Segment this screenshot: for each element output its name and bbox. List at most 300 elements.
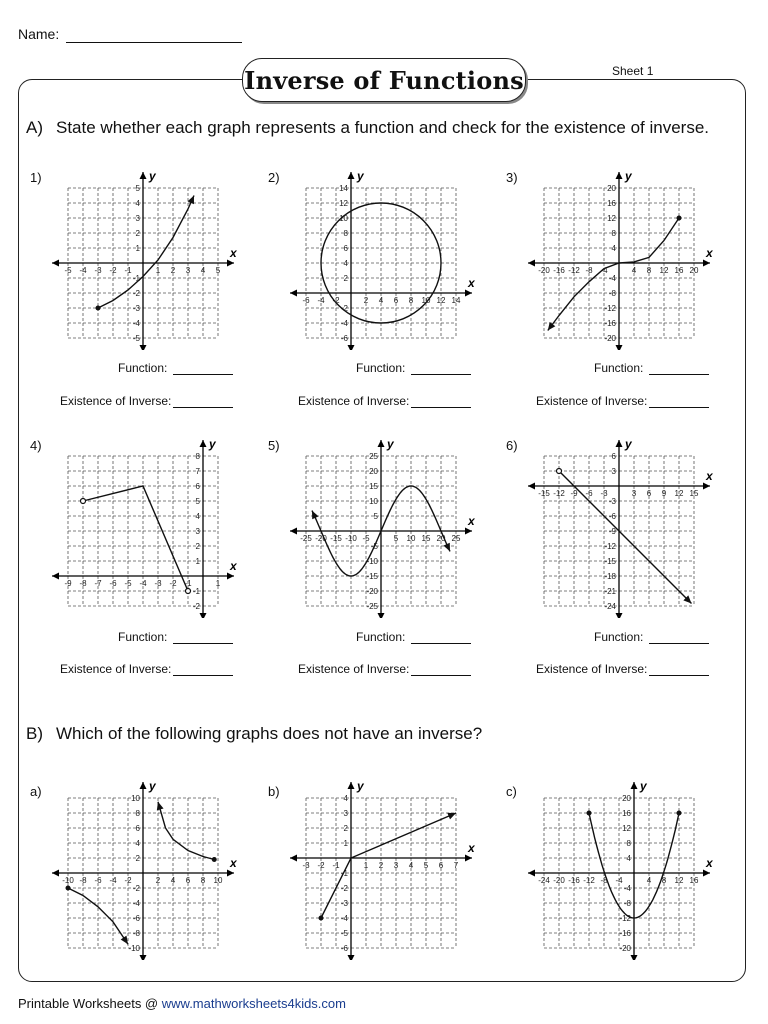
inverse-label: Existence of Inverse: (298, 394, 410, 408)
x-tick-label: -16 (568, 876, 580, 885)
y-tick-label: 2 (195, 542, 200, 551)
x-tick-label: -4 (600, 266, 608, 275)
axis-arrow (140, 172, 147, 179)
axis-arrow (616, 172, 623, 179)
x-tick-label: -2 (169, 579, 177, 588)
endpoint-dot (677, 216, 682, 221)
axis-arrow (227, 870, 234, 877)
question-number: 4) (30, 438, 42, 453)
x-tick-label: -12 (568, 266, 580, 275)
inverse-answer-line[interactable] (173, 675, 233, 676)
axis-arrow (140, 955, 147, 960)
x-tick-label: 20 (689, 266, 699, 275)
x-tick-label: 10 (213, 876, 223, 885)
y-axis-label: y (357, 779, 364, 793)
endpoint-open (81, 499, 86, 504)
endpoint-dot (212, 857, 217, 862)
x-tick-label: -1 (184, 579, 192, 588)
y-tick-label: 4 (626, 854, 631, 863)
y-tick-label: 10 (339, 214, 348, 223)
graph-5 (286, 436, 476, 618)
y-tick-label: 2 (343, 824, 348, 833)
y-tick-label: 16 (607, 199, 616, 208)
axis-arrow (52, 573, 59, 580)
y-tick-label: 5 (373, 512, 378, 521)
x-tick-label: -4 (317, 296, 325, 305)
x-tick-label: 1 (155, 266, 161, 275)
axis-arrow (465, 855, 472, 862)
y-tick-label: -12 (604, 542, 616, 551)
question-number: 5) (268, 438, 280, 453)
y-tick-label: 3 (343, 809, 348, 818)
x-tick-label: 8 (646, 266, 652, 275)
x-tick-label: 16 (689, 876, 699, 885)
y-tick-label: 20 (369, 467, 378, 476)
endpoint-dot (66, 886, 71, 891)
y-tick-label: -1 (132, 274, 140, 283)
x-tick-label: 7 (453, 861, 459, 870)
axis-arrow (200, 613, 207, 618)
axis-arrow (227, 573, 234, 580)
axis-arrow (140, 345, 147, 350)
curve-arrow (157, 802, 164, 811)
function-label: Function: (594, 361, 644, 375)
function-answer-line[interactable] (411, 643, 471, 644)
inverse-label: Existence of Inverse: (60, 662, 172, 676)
y-tick-label: 1 (135, 244, 140, 253)
x-tick-label: -8 (585, 266, 593, 275)
y-tick-label: -21 (604, 587, 616, 596)
y-tick-label: -24 (604, 602, 616, 611)
function-answer-line[interactable] (649, 643, 709, 644)
y-tick-label: 1 (195, 557, 200, 566)
y-axis-label: y (640, 779, 647, 793)
x-tick-label: -3 (94, 266, 102, 275)
y-tick-label: -20 (619, 944, 631, 953)
x-tick-label: -12 (583, 876, 595, 885)
x-tick-label: -1 (124, 266, 132, 275)
axis-arrow (616, 613, 623, 618)
section-b-text: Which of the following graphs does not have an inverse? (56, 724, 483, 743)
sheet-label: Sheet 1 (612, 64, 654, 78)
x-tick-label: 1 (215, 579, 221, 588)
y-axis-label: y (625, 169, 632, 183)
x-tick-label: 4 (200, 266, 206, 275)
y-tick-label: 10 (131, 794, 140, 803)
inverse-answer-line[interactable] (173, 407, 233, 408)
y-tick-label: -10 (128, 944, 140, 953)
x-tick-label: 4 (378, 296, 384, 305)
axis-arrow (465, 290, 472, 297)
y-axis-label: y (357, 169, 364, 183)
x-tick-label: -20 (538, 266, 550, 275)
function-curve (98, 196, 194, 309)
x-tick-label: -2 (332, 296, 340, 305)
x-tick-label: 15 (689, 489, 699, 498)
x-tick-label: -4 (139, 579, 147, 588)
y-tick-label: -3 (608, 497, 616, 506)
x-tick-label: -2 (124, 876, 132, 885)
y-tick-label: 15 (369, 482, 378, 491)
y-tick-label: 3 (611, 467, 616, 476)
x-tick-label: -16 (553, 266, 565, 275)
y-tick-label: 4 (135, 199, 140, 208)
x-tick-label: 8 (200, 876, 206, 885)
x-axis-label: x (468, 841, 475, 855)
x-tick-label: -4 (615, 876, 623, 885)
x-tick-label: 6 (185, 876, 191, 885)
y-tick-label: 20 (622, 794, 631, 803)
y-tick-label: 6 (343, 244, 348, 253)
y-tick-label: -16 (619, 929, 631, 938)
axis-arrow (378, 440, 385, 447)
y-axis-label: y (149, 169, 156, 183)
axis-arrow (616, 440, 623, 447)
y-tick-label: -8 (608, 289, 616, 298)
x-tick-label: 4 (170, 876, 176, 885)
x-tick-label: -3 (600, 489, 608, 498)
y-tick-label: 8 (611, 229, 616, 238)
function-curve (83, 486, 188, 591)
x-tick-label: 25 (451, 534, 461, 543)
y-tick-label: 3 (135, 214, 140, 223)
graph-6 (524, 436, 714, 618)
endpoint-dot (319, 916, 324, 921)
axis-arrow (378, 613, 385, 618)
y-tick-label: -20 (366, 587, 378, 596)
y-tick-label: -2 (340, 884, 348, 893)
inverse-label: Existence of Inverse: (60, 394, 172, 408)
x-tick-label: 4 (646, 876, 652, 885)
x-axis-label: x (230, 559, 237, 573)
x-tick-label: 14 (451, 296, 461, 305)
x-tick-label: -15 (538, 489, 550, 498)
y-tick-label: -4 (340, 914, 348, 923)
y-tick-label: -16 (604, 319, 616, 328)
x-tick-label: -6 (109, 579, 117, 588)
x-tick-label: -6 (585, 489, 593, 498)
x-axis-label: x (706, 856, 713, 870)
question-number: a) (30, 784, 42, 799)
axis-arrow (140, 782, 147, 789)
x-tick-label: -1 (332, 861, 340, 870)
x-tick-label: 2 (155, 876, 161, 885)
inverse-answer-line[interactable] (411, 675, 471, 676)
y-tick-label: 16 (622, 809, 631, 818)
y-tick-label: 10 (369, 497, 378, 506)
y-tick-label: -6 (340, 334, 348, 343)
graph-a (48, 778, 238, 960)
x-tick-label: -15 (330, 534, 342, 543)
y-tick-label: 8 (135, 809, 140, 818)
y-tick-label: -2 (192, 602, 200, 611)
axis-arrow (703, 483, 710, 490)
x-tick-label: 16 (674, 266, 684, 275)
graph-3 (524, 168, 714, 350)
x-tick-label: 15 (421, 534, 431, 543)
y-axis-label: y (149, 779, 156, 793)
x-tick-label: 8 (408, 296, 414, 305)
y-tick-label: -2 (340, 304, 348, 313)
x-axis-label: x (468, 514, 475, 528)
x-tick-label: 3 (631, 489, 637, 498)
footer (18, 996, 346, 1011)
x-tick-label: -25 (300, 534, 312, 543)
y-tick-label: -3 (340, 899, 348, 908)
y-tick-label: 4 (135, 839, 140, 848)
x-axis-label: x (706, 246, 713, 260)
axis-arrow (290, 290, 297, 297)
y-tick-label: -1 (340, 869, 348, 878)
x-tick-label: -4 (109, 876, 117, 885)
x-axis-label: x (230, 856, 237, 870)
function-answer-line[interactable] (173, 374, 233, 375)
y-tick-label: -5 (370, 542, 378, 551)
x-tick-label: -8 (79, 876, 87, 885)
x-axis-label: x (706, 469, 713, 483)
y-tick-label: 4 (343, 259, 348, 268)
axis-arrow (200, 440, 207, 447)
y-tick-label: -12 (604, 304, 616, 313)
y-tick-label: 8 (343, 229, 348, 238)
y-tick-label: 2 (343, 274, 348, 283)
inverse-answer-line[interactable] (649, 407, 709, 408)
endpoint-dot (677, 811, 682, 816)
axis-arrow (52, 260, 59, 267)
endpoint-dot (96, 306, 101, 311)
y-tick-label: -2 (132, 289, 140, 298)
question-number: 3) (506, 170, 518, 185)
question-number: c) (506, 784, 517, 799)
y-tick-label: -20 (604, 334, 616, 343)
axis-arrow (348, 955, 355, 960)
y-tick-label: -4 (623, 884, 631, 893)
axis-arrow (290, 855, 297, 862)
y-tick-label: -8 (132, 929, 140, 938)
x-tick-label: 6 (393, 296, 399, 305)
x-tick-label: 9 (661, 489, 667, 498)
x-tick-label: -8 (79, 579, 87, 588)
y-tick-label: 2 (135, 854, 140, 863)
endpoint-dot (587, 811, 592, 816)
x-tick-label: -9 (570, 489, 578, 498)
function-answer-line[interactable] (411, 374, 471, 375)
x-tick-label: 4 (631, 266, 637, 275)
y-tick-label: 4 (611, 244, 616, 253)
y-tick-label: 20 (607, 184, 616, 193)
axis-arrow (631, 782, 638, 789)
function-label: Function: (594, 630, 644, 644)
axis-arrow (528, 870, 535, 877)
inverse-label: Existence of Inverse: (536, 662, 648, 676)
inverse-label: Existence of Inverse: (536, 394, 648, 408)
x-tick-label: -6 (302, 296, 310, 305)
x-tick-label: 5 (215, 266, 221, 275)
axis-arrow (290, 528, 297, 535)
x-tick-label: -3 (302, 861, 310, 870)
name-label: Name: (18, 26, 60, 42)
x-tick-label: -5 (64, 266, 72, 275)
axis-arrow (227, 260, 234, 267)
y-axis-label: y (209, 437, 216, 451)
y-axis-label: y (387, 437, 394, 451)
x-tick-label: -20 (553, 876, 565, 885)
y-tick-label: 25 (369, 452, 378, 461)
section-a-text: State whether each graph represents a function and check for the existence of inverse. (56, 118, 709, 137)
function-label: Function: (118, 361, 168, 375)
axis-arrow (703, 260, 710, 267)
x-tick-label: -12 (553, 489, 565, 498)
x-tick-label: 3 (393, 861, 399, 870)
y-tick-label: 6 (611, 452, 616, 461)
inverse-answer-line[interactable] (411, 407, 471, 408)
x-tick-label: -6 (94, 876, 102, 885)
footer-link[interactable]: www.mathworksheets4kids.com (161, 996, 346, 1011)
y-tick-label: -1 (192, 587, 200, 596)
y-tick-label: 12 (607, 214, 616, 223)
x-tick-label: 5 (393, 534, 399, 543)
y-tick-label: -5 (340, 929, 348, 938)
axis-arrow (348, 172, 355, 179)
x-tick-label: 10 (406, 534, 416, 543)
axis-arrow (348, 345, 355, 350)
y-tick-label: -3 (132, 304, 140, 313)
axis-arrow (465, 528, 472, 535)
x-tick-label: 6 (438, 861, 444, 870)
x-tick-label: 6 (646, 489, 652, 498)
function-label: Function: (356, 630, 406, 644)
y-tick-label: -4 (340, 319, 348, 328)
x-tick-label: -9 (64, 579, 72, 588)
x-tick-label: 2 (170, 266, 176, 275)
graph-4 (48, 436, 238, 618)
x-axis-label: x (468, 276, 475, 290)
x-tick-label: 12 (659, 266, 669, 275)
axis-arrow (631, 955, 638, 960)
x-tick-label: -5 (124, 579, 132, 588)
function-answer-line[interactable] (173, 643, 233, 644)
y-tick-label: -2 (132, 884, 140, 893)
axis-arrow (703, 870, 710, 877)
y-tick-label: -9 (608, 527, 616, 536)
footer-prefix: Printable Worksheets @ (18, 996, 162, 1011)
endpoint-open (557, 469, 562, 474)
y-tick-label: 6 (195, 482, 200, 491)
page-title: Inverse of Functions (244, 65, 524, 95)
y-tick-label: 12 (339, 199, 348, 208)
axis-arrow (528, 483, 535, 490)
question-number: b) (268, 784, 280, 799)
axis-arrow (52, 870, 59, 877)
x-tick-label: 20 (436, 534, 446, 543)
section-b-instruction (26, 722, 482, 745)
y-tick-label: -6 (132, 914, 140, 923)
x-tick-label: -10 (345, 534, 357, 543)
x-tick-label: -3 (154, 579, 162, 588)
y-tick-label: -15 (366, 572, 378, 581)
y-tick-label: -25 (366, 602, 378, 611)
y-tick-label: -4 (132, 319, 140, 328)
y-tick-label: 4 (195, 512, 200, 521)
x-tick-label: -5 (362, 534, 370, 543)
x-tick-label: -10 (62, 876, 74, 885)
y-tick-label: 8 (195, 452, 200, 461)
x-tick-label: 12 (674, 876, 684, 885)
x-tick-label: -8 (600, 876, 608, 885)
y-tick-label: -4 (608, 274, 616, 283)
y-tick-label: -12 (619, 914, 631, 923)
y-tick-label: -5 (132, 334, 140, 343)
inverse-answer-line[interactable] (649, 675, 709, 676)
curve-arrow (121, 936, 128, 945)
branch-curve (158, 802, 214, 860)
section-b-letter: B) (26, 724, 43, 743)
y-tick-label: -15 (604, 557, 616, 566)
section-a-letter: A) (26, 118, 43, 137)
x-tick-label: 1 (363, 861, 369, 870)
x-tick-label: 2 (378, 861, 384, 870)
x-tick-label: 8 (661, 876, 667, 885)
axis-arrow (528, 260, 535, 267)
x-tick-label: -7 (94, 579, 102, 588)
y-tick-label: -6 (608, 512, 616, 521)
y-tick-label: 2 (135, 229, 140, 238)
y-tick-label: 14 (339, 184, 348, 193)
inverse-label: Existence of Inverse: (298, 662, 410, 676)
x-tick-label: -20 (315, 534, 327, 543)
axis-arrow (616, 345, 623, 350)
question-number: 2) (268, 170, 280, 185)
x-tick-label: 2 (363, 296, 369, 305)
section-a-instruction (26, 116, 738, 139)
x-tick-label: 4 (408, 861, 414, 870)
x-tick-label: 3 (185, 266, 191, 275)
y-tick-label: -6 (340, 944, 348, 953)
function-label: Function: (118, 630, 168, 644)
y-tick-label: -4 (132, 899, 140, 908)
y-axis-label: y (625, 437, 632, 451)
y-tick-label: 6 (135, 824, 140, 833)
y-tick-label: 7 (195, 467, 200, 476)
x-tick-label: -2 (109, 266, 117, 275)
y-tick-label: 3 (195, 527, 200, 536)
graph-2 (286, 168, 476, 350)
x-tick-label: 12 (674, 489, 684, 498)
y-tick-label: 1 (343, 839, 348, 848)
x-tick-label: 5 (423, 861, 429, 870)
y-tick-label: -10 (366, 557, 378, 566)
y-tick-label: 5 (135, 184, 140, 193)
name-answer-line[interactable] (66, 42, 242, 43)
x-tick-label: -2 (317, 861, 325, 870)
function-label: Function: (356, 361, 406, 375)
x-tick-label: -24 (538, 876, 550, 885)
graph-b (286, 778, 476, 960)
y-tick-label: 8 (626, 839, 631, 848)
y-tick-label: -8 (623, 899, 631, 908)
question-number: 1) (30, 170, 42, 185)
axis-arrow (348, 782, 355, 789)
y-tick-label: 4 (343, 794, 348, 803)
x-axis-label: x (230, 246, 237, 260)
y-tick-label: 5 (195, 497, 200, 506)
x-tick-label: -4 (79, 266, 87, 275)
title-box (242, 58, 526, 102)
question-number: 6) (506, 438, 518, 453)
function-answer-line[interactable] (649, 374, 709, 375)
y-tick-label: -18 (604, 572, 616, 581)
endpoint-open (186, 589, 191, 594)
